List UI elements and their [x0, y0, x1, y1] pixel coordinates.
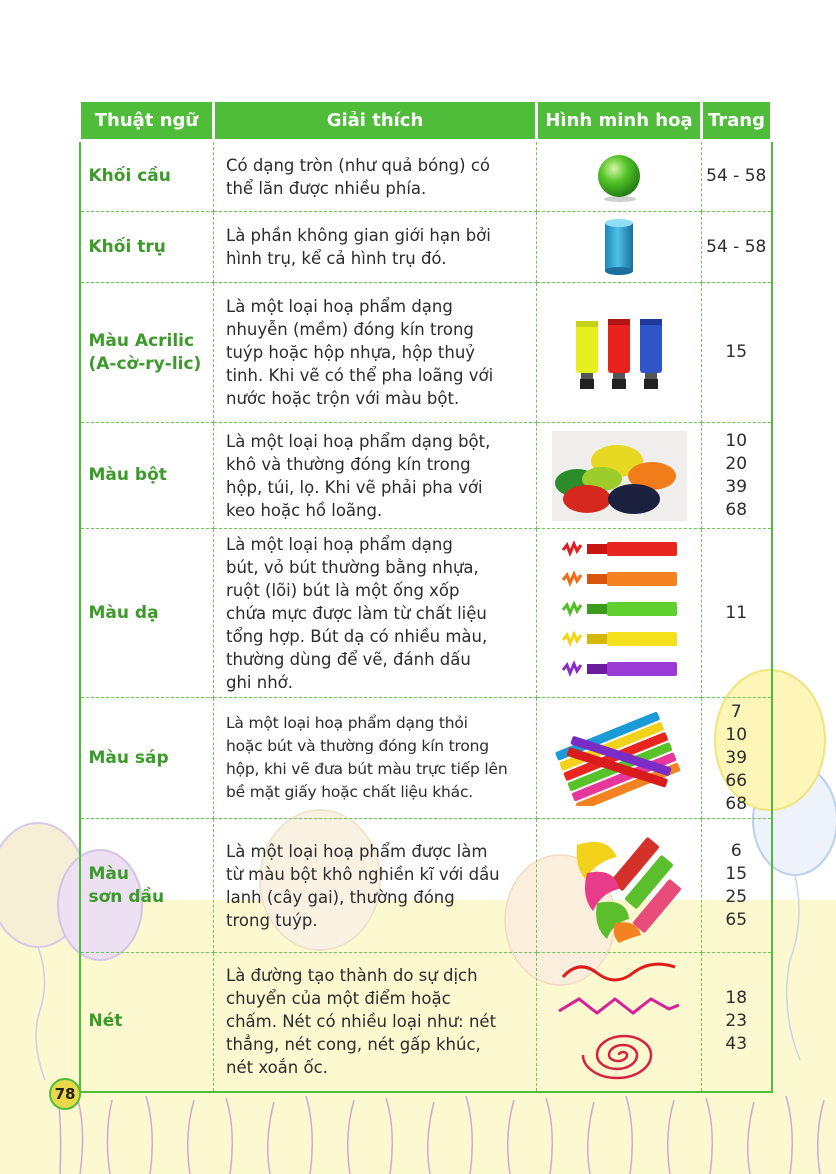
term-cell: [80, 423, 214, 529]
page-cell: [702, 141, 772, 212]
purple-marker-icon: [563, 662, 677, 676]
page-ref: 43: [725, 1034, 748, 1055]
page-cell: [702, 819, 772, 953]
page-cell: [702, 423, 772, 529]
term-cell: [80, 698, 214, 819]
term-text: sơn dầu: [88, 886, 165, 907]
description-line: thể lăn được nhiều phía.: [226, 178, 427, 198]
page-ref: 18: [725, 988, 748, 1009]
powder-pigment-piles: [552, 431, 687, 521]
description-line: trong tuýp.: [226, 910, 318, 930]
term-text: Màu sáp: [88, 747, 169, 768]
term-text: Khối cầu: [88, 166, 171, 186]
description-line: hoặc bút và thường đóng kín trong: [226, 737, 489, 755]
description-line: nước hoặc trộn với màu bột.: [226, 389, 460, 408]
page-ref: 7: [730, 701, 742, 722]
blue-tube-icon: [640, 319, 662, 389]
term-text: Màu Acrilic: [88, 330, 195, 351]
description-line: hình trụ, kể cả hình trụ đó.: [226, 249, 447, 268]
table-row: [80, 529, 772, 698]
term-cell: [80, 953, 214, 1092]
page-cell: [702, 529, 772, 698]
page-cell: [702, 212, 772, 283]
description-line: chứa mực được làm từ chất liệu: [226, 603, 487, 623]
description-line: keo hoặc hồ loãng.: [226, 500, 383, 520]
term-cell: [80, 141, 214, 212]
page-number: 78: [49, 1078, 81, 1110]
description-line: tổng hợp. Bút dạ có nhiều màu,: [226, 626, 488, 646]
illustration-cell: [537, 953, 702, 1092]
page-ref: 20: [725, 453, 748, 474]
term-cell: [80, 819, 214, 953]
description-line: Có dạng tròn (như quả bóng) có: [226, 155, 490, 175]
blue-cylinder-icon: [602, 217, 636, 277]
green-marker-icon: [563, 602, 677, 616]
acrylic-paint-tubes: [564, 313, 674, 393]
illustration-cell: [537, 423, 702, 529]
description-cell: [214, 283, 537, 423]
page-cell: [702, 953, 772, 1092]
description-line: bút, vỏ bút thường bằng nhựa,: [226, 557, 479, 577]
felt-tip-markers: [559, 538, 679, 688]
table-row: [80, 283, 772, 423]
term-cell: [80, 212, 214, 283]
term-cell: [80, 283, 214, 423]
description-line: lanh (cây gai), thường đóng: [226, 887, 455, 907]
table-row: [80, 141, 772, 212]
spiral-line-icon: [583, 1036, 651, 1078]
description-cell: [214, 141, 537, 212]
term-text: Khối trụ: [88, 236, 166, 257]
description-line: nhuyễn (mềm) đóng kín trong: [226, 320, 474, 339]
page-ref: 11: [725, 602, 748, 623]
page-ref: 10: [725, 430, 748, 451]
table-row: [80, 953, 772, 1092]
table-row: [80, 212, 772, 283]
page-ref: 39: [725, 747, 748, 768]
description-cell: [214, 529, 537, 698]
header-page: Trang: [702, 101, 772, 141]
header-illustration: Hình minh hoạ: [537, 101, 702, 141]
description-line: Là phần không gian giới hạn bởi: [226, 226, 491, 245]
description-line: chấm. Nét có nhiều loại như: nét: [226, 1012, 497, 1032]
table-row: [80, 698, 772, 819]
page-ref: 23: [725, 1011, 748, 1032]
table-header-row: [80, 101, 772, 141]
description-line: Là đường tạo thành do sự dịch: [226, 966, 478, 986]
description-line: Là một loại hoạ phẩm dạng: [226, 534, 453, 554]
page-ref: 25: [725, 886, 748, 907]
wax-crayons: [554, 711, 684, 806]
page-ref: 66: [725, 770, 748, 791]
illustration-cell: [537, 529, 702, 698]
zigzag-line-icon: [559, 999, 679, 1013]
term-text: (A-cờ-ry-lic): [88, 353, 202, 374]
header-explanation: Giải thích: [214, 101, 537, 141]
description-cell: [214, 953, 537, 1092]
term-text: Màu bột: [88, 465, 167, 485]
description-line: Là một loại hoạ phẩm dạng thỏi: [226, 714, 468, 732]
page-cell: [702, 283, 772, 423]
table-row: [80, 423, 772, 529]
table-row: [80, 819, 772, 953]
page-cell: [702, 698, 772, 819]
page-ref: 54 - 58: [706, 236, 767, 257]
description-cell: [214, 698, 537, 819]
page-ref: 6: [730, 840, 742, 861]
header-term: Thuật ngữ: [80, 101, 214, 141]
term-cell: [80, 529, 214, 698]
red-tube-icon: [608, 319, 630, 389]
description-line: Là một loại hoạ phẩm được làm: [226, 841, 488, 861]
glossary-table: [78, 99, 773, 1093]
page-ref: 10: [725, 724, 748, 745]
description-line: thường dùng để vẽ, đánh dấu: [226, 649, 471, 669]
illustration-cell: [537, 212, 702, 283]
illustration-cell: [537, 141, 702, 212]
description-line: Là một loại hoạ phẩm dạng bột,: [226, 431, 491, 451]
description-line: hộp, khi vẽ đưa bút màu trực tiếp lên: [226, 760, 508, 778]
line-types: [557, 959, 682, 1084]
description-line: hộp, túi, lọ. Khi vẽ phải pha với: [226, 477, 483, 497]
page-ref: 15: [725, 863, 748, 884]
yellow-marker-icon: [563, 632, 677, 646]
illustration-cell: [537, 819, 702, 953]
description-line: tinh. Khi vẽ có thể pha loãng với: [226, 366, 494, 385]
description-line: tuýp hoặc hộp nhựa, hộp thuỷ: [226, 343, 476, 362]
description-cell: [214, 212, 537, 283]
term-text: Màu dạ: [88, 602, 159, 623]
curved-line-icon: [563, 964, 675, 980]
page-ref: 39: [725, 476, 748, 497]
yellow-tube-icon: [576, 321, 598, 389]
page-ref: 65: [725, 909, 748, 930]
green-sphere-icon: [594, 152, 644, 202]
description-line: Là một loại hoạ phẩm dạng: [226, 297, 453, 316]
illustration-cell: [537, 698, 702, 819]
description-line: khô và thường đóng kín trong: [226, 454, 471, 474]
description-cell: [214, 423, 537, 529]
description-cell: [214, 819, 537, 953]
page-ref: 68: [725, 499, 748, 520]
page-ref: 15: [725, 342, 748, 362]
illustration-cell: [537, 283, 702, 423]
page-ref: 68: [725, 793, 748, 814]
description-line: từ màu bột khô nghiền kĩ với dầu: [226, 864, 500, 884]
description-line: bề mặt giấy hoặc chất liệu khác.: [226, 783, 473, 801]
description-line: ghi nhớ.: [226, 672, 294, 692]
oil-paint-tubes: [557, 827, 682, 945]
term-text: Nét: [88, 1011, 123, 1032]
description-line: ruột (lõi) bút là một ống xốp: [226, 580, 460, 600]
term-text: Màu: [88, 863, 129, 884]
description-line: nét xoắn ốc.: [226, 1058, 328, 1078]
orange-marker-icon: [563, 572, 677, 586]
description-line: chuyển của một điểm hoặc: [226, 989, 451, 1009]
red-marker-icon: [563, 542, 677, 556]
description-line: thẳng, nét cong, nét gấp khúc,: [226, 1035, 481, 1055]
page-ref: 54 - 58: [706, 166, 767, 186]
